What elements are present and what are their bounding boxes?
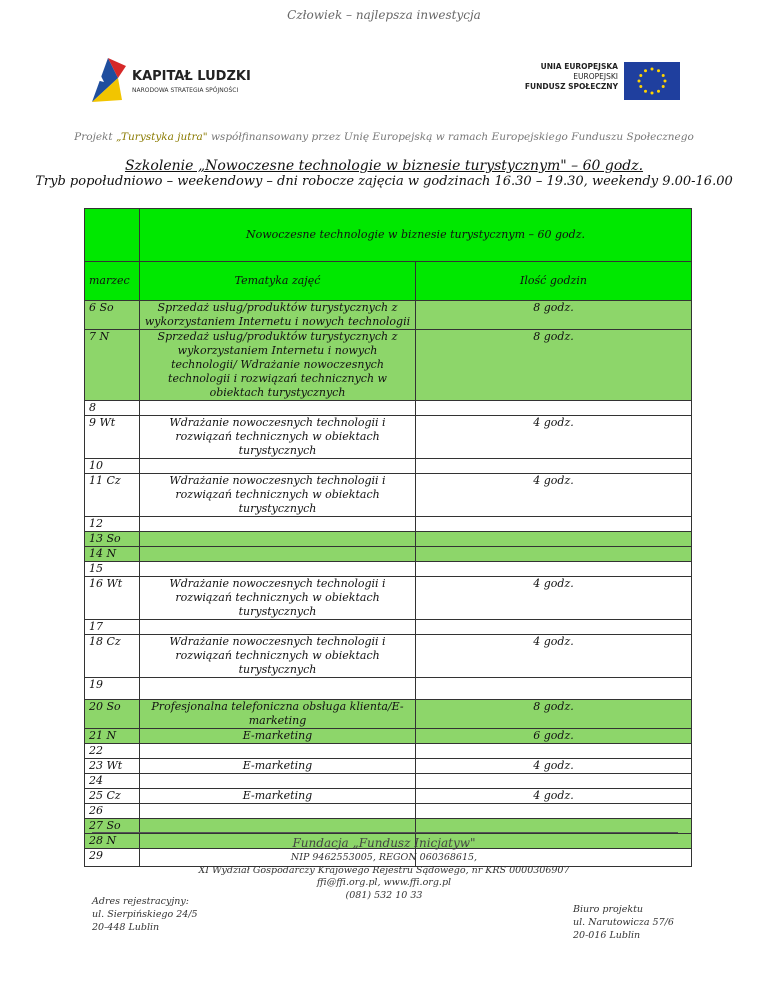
row-day: 17 [85, 620, 140, 635]
table-row [85, 700, 692, 729]
row-hours [416, 804, 692, 819]
row-hours [416, 517, 692, 532]
row-day: 20 So [85, 700, 140, 729]
course-title: Szkolenie „Nowoczesne technologie w biznesie turystycznym" – 60 godz. [124, 158, 644, 174]
row-hours [416, 744, 692, 759]
project-prefix: Projekt [74, 131, 116, 143]
office-address-city: 20-016 Lublin [573, 930, 641, 941]
table-row [85, 517, 692, 532]
table-row [85, 744, 692, 759]
row-day: 23 Wt [85, 759, 140, 774]
row-hours: 8 godz. [416, 301, 692, 330]
row-hours [416, 620, 692, 635]
eu-line-3: FUNDUSZ SPOŁECZNY [524, 82, 618, 91]
banner-empty-cell [85, 209, 140, 262]
row-day: 28 N [85, 834, 140, 849]
row-hours [416, 562, 692, 577]
row-day: 14 N [85, 547, 140, 562]
project-suffix: współfinansowany przez Unię Europejską w ramach Europejskiego Funduszu Społecznego [207, 131, 694, 143]
row-topic: Profesjonalna telefoniczna obsługa klienta/E-marketing [140, 700, 416, 729]
row-day: 10 [85, 459, 140, 474]
table-row [85, 789, 692, 804]
registered-address-city: 20-448 Lublin [92, 922, 160, 933]
row-topic: Sprzedaż usług/produktów turystycznych z wykorzystaniem Internetu i nowych technologii/ Wdrażanie nowoczesnych technologii i rozwiązań technicznych w obiektach turystycznych [140, 330, 416, 401]
row-hours [416, 547, 692, 562]
row-topic [140, 678, 416, 700]
column-topic: Tematyka zajęć [140, 262, 416, 301]
row-hours: 8 godz. [416, 700, 692, 729]
row-topic: Wdrażanie nowoczesnych technologii i rozwiązań technicznych w obiektach turystycznych [140, 635, 416, 678]
office-address-street: ul. Narutowicza 57/6 [573, 917, 674, 928]
row-hours: 8 godz. [416, 330, 692, 401]
row-topic: Sprzedaż usług/produktów turystycznych z wykorzystaniem Internetu i nowych technologii [140, 301, 416, 330]
row-topic [140, 547, 416, 562]
row-day: 29 [85, 849, 140, 867]
project-line [0, 131, 768, 143]
table-row [85, 729, 692, 744]
row-topic: Wdrażanie nowoczesnych technologii i rozwiązań technicznych w obiektach turystycznych [140, 474, 416, 517]
table-row [85, 577, 692, 620]
row-topic: E-marketing [140, 759, 416, 774]
table-row [85, 635, 692, 678]
table-row [85, 678, 692, 700]
row-hours: 4 godz. [416, 577, 692, 620]
row-hours [416, 532, 692, 547]
table-row [85, 759, 692, 774]
header-motto: Człowiek – najlepsza inwestycja [287, 8, 481, 22]
table-row [85, 459, 692, 474]
footer-court: XI Wydział Gospodarczy Krajowego Rejestru Sądowego, nr KRS 0000306907 [198, 864, 570, 876]
row-day: 19 [85, 678, 140, 700]
table-row [85, 774, 692, 789]
row-topic [140, 517, 416, 532]
row-topic: E-marketing [140, 789, 416, 804]
row-topic: Wdrażanie nowoczesnych technologii i rozwiązań technicznych w obiektach turystycznych [140, 577, 416, 620]
row-topic: Wdrażanie nowoczesnych technologii i rozwiązań technicznych w obiektach turystycznych [140, 416, 416, 459]
row-topic [140, 459, 416, 474]
registered-address-street: ul. Sierpińskiego 24/5 [92, 909, 198, 920]
row-hours: 4 godz. [416, 789, 692, 804]
eu-line-1: UNIA EUROPEJSKA [540, 62, 618, 71]
column-hours: Ilość godzin [416, 262, 692, 301]
row-hours [416, 401, 692, 416]
row-hours: 6 godz. [416, 729, 692, 744]
row-topic [140, 620, 416, 635]
kapital-ludzki-logo [88, 52, 278, 108]
footer-org: Fundacja „Fundusz Inicjatyw" [292, 836, 476, 850]
office-address-label: Biuro projektu [573, 904, 644, 915]
row-day: 25 Cz [85, 789, 140, 804]
row-hours [416, 774, 692, 789]
row-hours: 4 godz. [416, 759, 692, 774]
row-hours: 4 godz. [416, 635, 692, 678]
row-day: 11 Cz [85, 474, 140, 517]
eu-logo [520, 58, 680, 102]
row-topic [140, 744, 416, 759]
project-name: „Turystyka jutra" [115, 131, 208, 143]
table-row [85, 804, 692, 819]
table-row [85, 547, 692, 562]
table-row [85, 416, 692, 459]
eu-flag-icon [624, 62, 680, 100]
kapital-ludzki-emblem-icon [88, 52, 130, 108]
row-hours [416, 678, 692, 700]
row-day: 16 Wt [85, 577, 140, 620]
table-row [85, 330, 692, 401]
row-day: 15 [85, 562, 140, 577]
row-topic: E-marketing [140, 729, 416, 744]
banner-cell: Nowoczesne technologie w biznesie turystycznym – 60 godz. [140, 209, 692, 262]
row-hours [416, 459, 692, 474]
kapital-ludzki-title: KAPITAŁ LUDZKI [132, 69, 251, 84]
table-row [85, 532, 692, 547]
row-day: 26 [85, 804, 140, 819]
row-day: 13 So [85, 532, 140, 547]
registered-address-label: Adres rejestracyjny: [92, 896, 189, 907]
kapital-ludzki-subtitle: NARODOWA STRATEGIA SPÓJNOŚCI [132, 87, 239, 94]
table-row [85, 401, 692, 416]
row-topic [140, 774, 416, 789]
row-day: 7 N [85, 330, 140, 401]
row-topic [140, 401, 416, 416]
row-hours: 4 godz. [416, 474, 692, 517]
row-day: 21 N [85, 729, 140, 744]
course-mode: Tryb popołudniowo – weekendowy – dni robocze zajęcia w godzinach 16.30 – 19.30, weekendy 9.00-16.00 [35, 174, 733, 189]
row-hours: 4 godz. [416, 416, 692, 459]
row-day: 6 So [85, 301, 140, 330]
row-day: 8 [85, 401, 140, 416]
row-day: 22 [85, 744, 140, 759]
footer-phone: (081) 532 10 33 [345, 889, 423, 901]
row-day: 27 So [85, 819, 140, 834]
table-row [85, 474, 692, 517]
eu-text [525, 62, 618, 92]
footer-web: ffi@ffi.org.pl, www.ffi.org.pl [316, 877, 452, 888]
office-address [573, 903, 674, 942]
registered-address [92, 895, 198, 934]
row-day: 12 [85, 517, 140, 532]
table-row [85, 620, 692, 635]
footer-divider [92, 832, 678, 833]
schedule-table [84, 208, 692, 867]
footer-nip: NIP 9462553005, REGON 060368615, [290, 852, 478, 863]
row-topic [140, 804, 416, 819]
column-month: marzec [85, 262, 140, 301]
table-row [85, 562, 692, 577]
table-row [85, 301, 692, 330]
eu-line-2: EUROPEJSKI [573, 72, 618, 81]
row-day: 9 Wt [85, 416, 140, 459]
row-topic [140, 562, 416, 577]
row-day: 18 Cz [85, 635, 140, 678]
row-day: 24 [85, 774, 140, 789]
row-topic [140, 532, 416, 547]
banner-row [85, 209, 692, 262]
column-header-row [85, 262, 692, 301]
